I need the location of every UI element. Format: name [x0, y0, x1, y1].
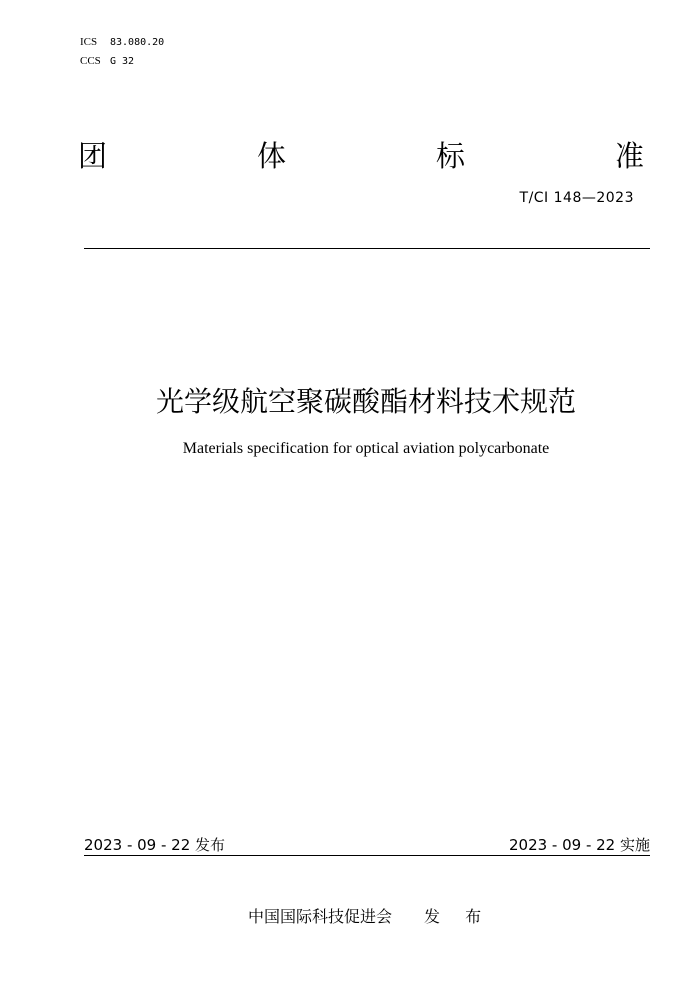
standard-type-char: 体 [256, 139, 286, 173]
standard-type-char: 团 [78, 139, 108, 173]
publisher-action: 发 布 [424, 907, 492, 926]
publish-date: 2023 - 09 - 22 发布 [84, 836, 226, 854]
standard-type-char: 标 [435, 139, 465, 173]
ccs-label: CCS [80, 55, 101, 67]
ccs-value: G 32 [110, 56, 135, 67]
document-title-english: Materials specification for optical aviation polycarbonate [182, 440, 550, 457]
standard-type-char: 准 [614, 139, 644, 173]
standard-number: T/CI 148—2023 [519, 190, 634, 206]
standard-type-heading [78, 134, 644, 175]
ics-row [80, 33, 164, 52]
implementation-date: 2023 - 09 - 22 实施 [508, 836, 650, 854]
publisher-org: 中国国际科技促进会 [248, 907, 393, 926]
publisher-line [248, 904, 491, 927]
top-divider [84, 248, 650, 249]
bottom-divider [84, 855, 650, 856]
ccs-row [80, 52, 164, 71]
ics-value: 83.080.20 [110, 37, 165, 48]
ics-label: ICS [80, 36, 98, 48]
classification-codes [80, 33, 164, 71]
document-title-chinese: 光学级航空聚碳酸酯材料技术规范 [155, 385, 576, 418]
